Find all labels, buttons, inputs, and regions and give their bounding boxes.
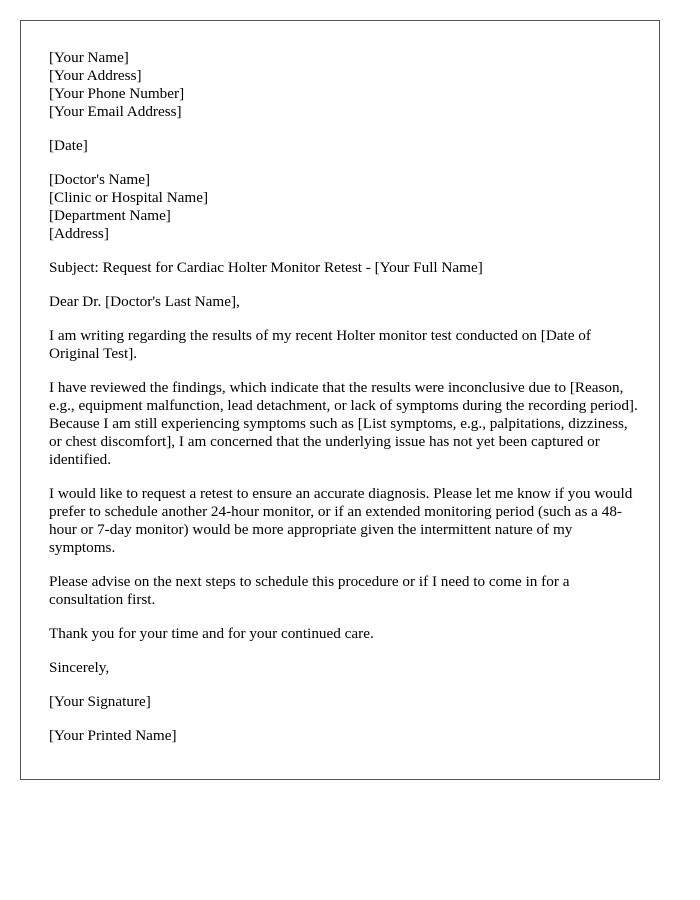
sender-name: [Your Name] bbox=[49, 49, 129, 66]
sender-block bbox=[49, 49, 641, 121]
sender-email: [Your Email Address] bbox=[49, 103, 182, 120]
body-paragraph-5: Thank you for your time and for your continued care. bbox=[49, 625, 374, 642]
sender-address: [Your Address] bbox=[49, 67, 142, 84]
body-paragraph-2: I have reviewed the findings, which indicate that the results were inconclusive due to [Reason, e.g., equipment malfunction, lead detachment, or lack of symptoms during the recording period]. Because I am still experiencing symptoms such as [List symptoms, e.g., palpitations, dizziness, or chest discomfort], I am concerned that the underlying issue has not yet been captured or identified. bbox=[49, 379, 638, 468]
body-paragraph-1: I am writing regarding the results of my recent Holter monitor test conducted on [Date of Original Test]. bbox=[49, 327, 591, 362]
letter-body bbox=[49, 49, 641, 761]
salutation: Dear Dr. [Doctor's Last Name], bbox=[49, 293, 240, 310]
recipient-block bbox=[49, 171, 641, 243]
recipient-doctor-name: [Doctor's Name] bbox=[49, 171, 150, 188]
date-block bbox=[49, 137, 641, 155]
recipient-clinic: [Clinic or Hospital Name] bbox=[49, 189, 209, 206]
recipient-department: [Department Name] bbox=[49, 207, 171, 224]
body-paragraph-4: Please advise on the next steps to schedule this procedure or if I need to come in for a consultation first. bbox=[49, 573, 570, 608]
body-paragraph-3: I would like to request a retest to ensure an accurate diagnosis. Please let me know if you would prefer to schedule another 24-hour monitor, or if an extended monitoring period (such as a 48-hour or 7-day monitor) would be more appropriate given the intermittent nature of my symptoms. bbox=[49, 485, 633, 556]
letter-date: [Date] bbox=[49, 137, 88, 154]
letter-page bbox=[20, 20, 660, 780]
printed-name: [Your Printed Name] bbox=[49, 727, 177, 744]
closing: Sincerely, bbox=[49, 659, 110, 676]
sender-phone: [Your Phone Number] bbox=[49, 85, 185, 102]
recipient-address: [Address] bbox=[49, 225, 109, 242]
signature-placeholder: [Your Signature] bbox=[49, 693, 151, 710]
subject-line: Subject: Request for Cardiac Holter Monitor Retest - [Your Full Name] bbox=[49, 259, 483, 276]
